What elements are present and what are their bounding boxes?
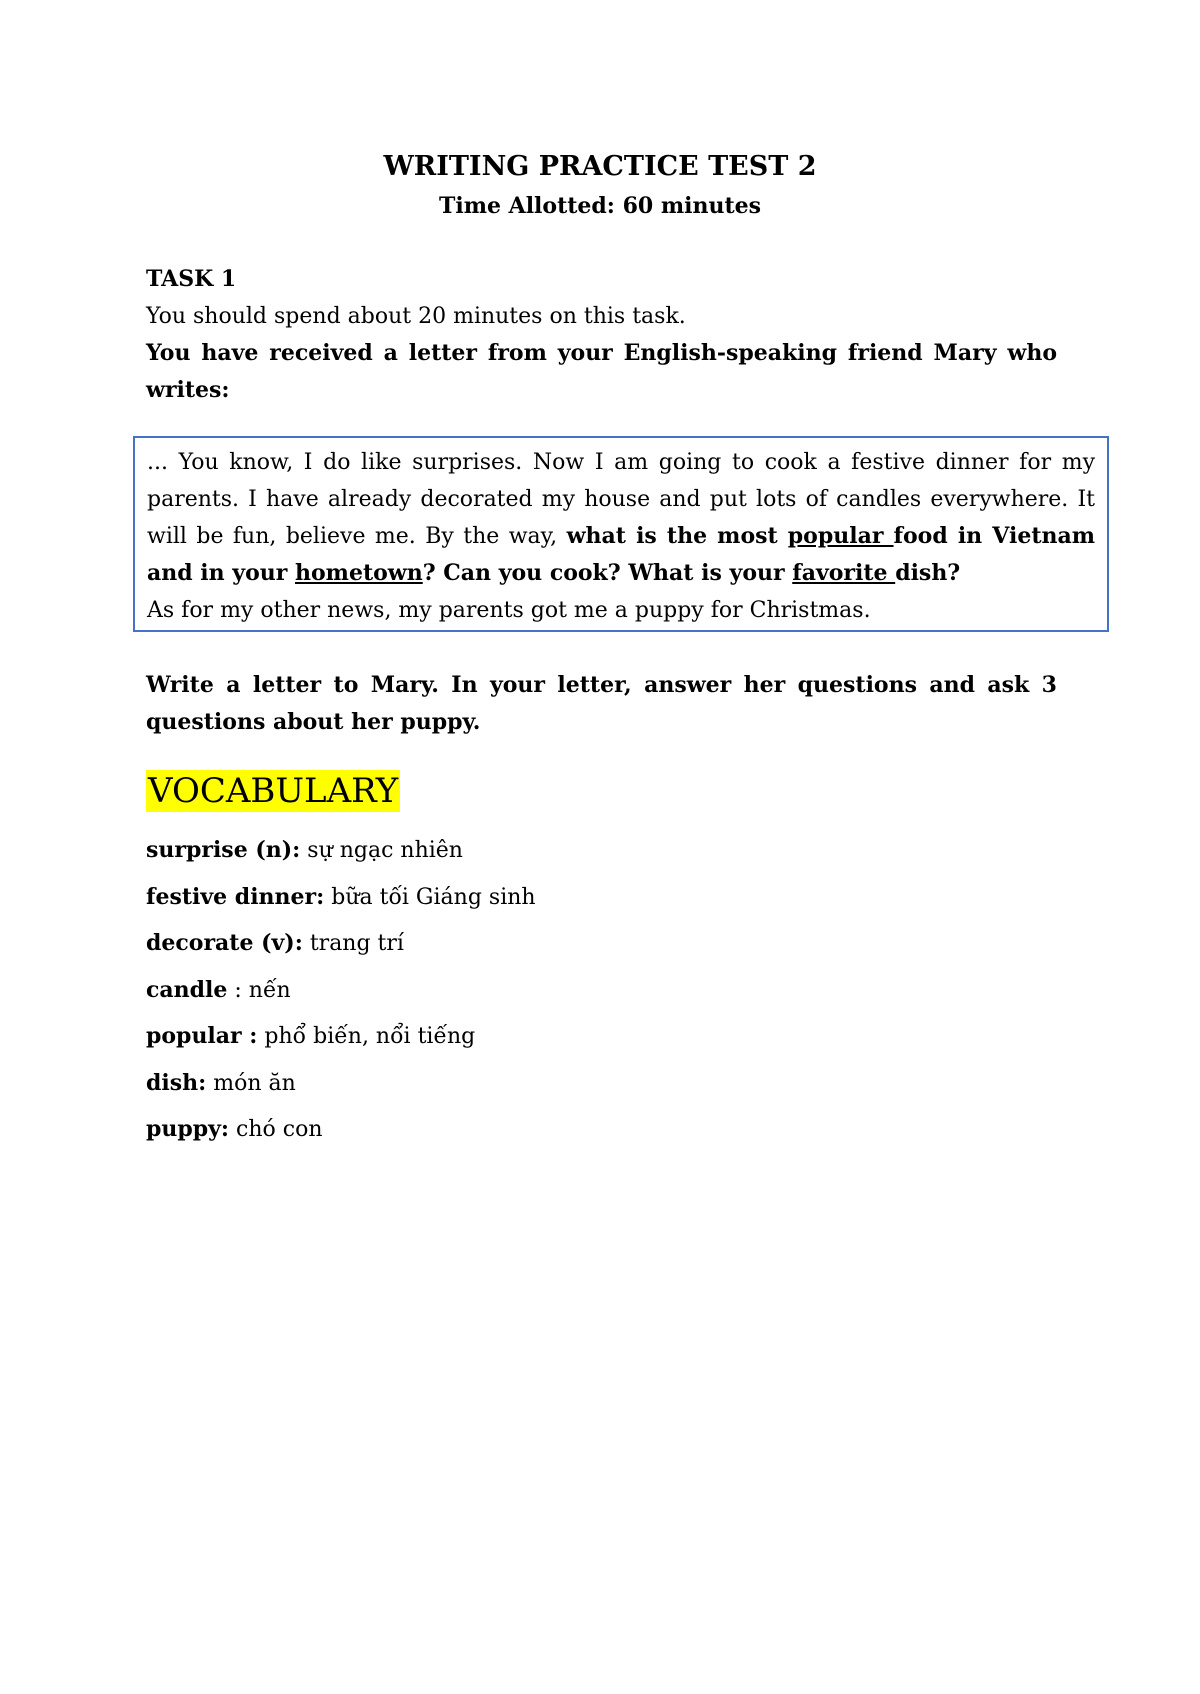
vocabulary-meaning: bữa tối Giáng sinh	[324, 884, 536, 910]
write-instruction: Write a letter to Mary. In your letter, answer her questions and ask 3 questions about her puppy.	[146, 672, 1057, 735]
vocabulary-meaning: phổ biến, nổi tiếng	[257, 1024, 476, 1049]
letter-question-text: food in Vietnam and in your	[147, 523, 1096, 586]
letter-question-text: dish?	[895, 560, 961, 586]
vocabulary-heading: VOCABULARY	[148, 771, 399, 811]
time-allotted: Time Allotted: 60 minutes	[438, 193, 762, 219]
letter-question-text: ? Can you cook? What is your	[422, 560, 793, 586]
vocabulary-meaning: trang trí	[302, 931, 404, 956]
vocabulary-item	[146, 879, 1046, 926]
vocabulary-item	[146, 1018, 1046, 1065]
vocabulary-item	[146, 972, 1046, 1019]
letter-paragraph-news: As for my other news, my parents got me a puppy for Christmas.	[147, 598, 871, 623]
task-instruction: You should spend about 20 minutes on this task.	[146, 304, 686, 329]
keyword-favorite: favorite	[792, 560, 896, 586]
letter-question-text: what is the most	[566, 523, 788, 549]
vocabulary-item	[146, 832, 1046, 879]
vocabulary-item	[146, 925, 1046, 972]
page-title: WRITING PRACTICE TEST 2	[383, 151, 817, 182]
task-heading: TASK 1	[146, 266, 237, 292]
vocabulary-term: puppy:	[146, 1116, 230, 1142]
vocabulary-term: festive dinner:	[146, 883, 325, 910]
vocabulary-term: dish:	[146, 1069, 207, 1096]
letter-text: ... You know, I do like surprises. Now I am going to cook a festive dinner for my parents. I have already decorated my house and put lots of candles everywhere. It will be fun, believe me. By the way,	[147, 450, 1095, 549]
vocabulary-meaning: chó con	[229, 1117, 323, 1142]
letter-excerpt-box	[133, 436, 1109, 632]
vocabulary-term: decorate (v):	[146, 930, 303, 956]
keyword-popular: popular	[787, 523, 894, 549]
task-prompt: You have received a letter from your English-speaking friend Mary who writes:	[146, 340, 1057, 403]
vocabulary-term: surprise (n):	[146, 837, 301, 863]
vocabulary-item	[146, 1065, 1046, 1112]
keyword-hometown: hometown	[295, 560, 423, 586]
vocabulary-item	[146, 1111, 1046, 1158]
vocabulary-list	[146, 832, 1046, 1158]
letter-paragraph	[147, 444, 1095, 592]
vocabulary-term: popular :	[146, 1023, 258, 1049]
vocabulary-meaning: món ăn	[206, 1070, 296, 1096]
vocabulary-term: candle	[146, 976, 228, 1003]
vocabulary-meaning: : nến	[227, 977, 291, 1003]
vocabulary-meaning: sự ngạc nhiên	[300, 838, 463, 863]
